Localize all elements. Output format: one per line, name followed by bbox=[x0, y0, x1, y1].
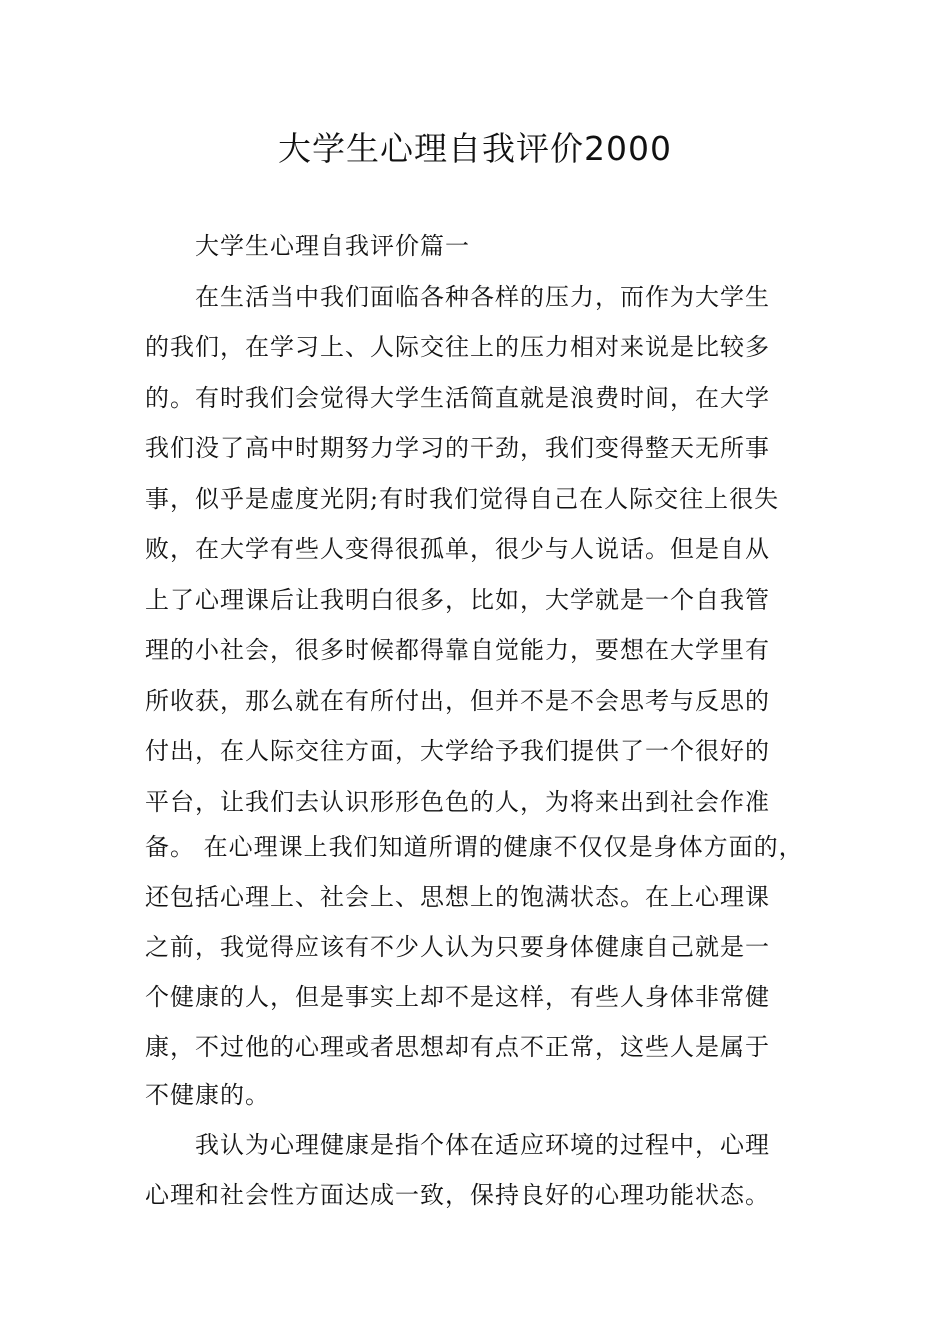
body-text-line: 败，在大学有些人变得很孤单，很少与人说话。但是自从 bbox=[145, 535, 770, 563]
document-title: 大学生心理自我评价2000 bbox=[278, 129, 672, 168]
body-text-line: 之前，我觉得应该有不少人认为只要身体健康自己就是一 bbox=[145, 933, 770, 961]
body-text-line: 不健康的。 bbox=[145, 1081, 270, 1109]
body-text-line: 心理和社会性方面达成一致，保持良好的心理功能状态。 bbox=[145, 1181, 770, 1209]
body-text-line: 理的小社会，很多时候都得靠自觉能力，要想在大学里有 bbox=[145, 636, 770, 664]
body-text-line: 备。 在心理课上我们知道所谓的健康不仅仅是身体方面的， bbox=[145, 833, 804, 861]
body-text-line: 我认为心理健康是指个体在适应环境的过程中，心理 bbox=[195, 1131, 770, 1159]
body-text-line: 还包括心理上、社会上、思想上的饱满状态。在上心理课 bbox=[145, 883, 770, 911]
body-text-line: 在生活当中我们面临各种各样的压力，而作为大学生 bbox=[195, 283, 770, 311]
body-text-line: 所收获，那么就在有所付出，但并不是不会思考与反思的 bbox=[145, 687, 770, 715]
body-text-line: 的。有时我们会觉得大学生活简直就是浪费时间，在大学 bbox=[145, 384, 770, 412]
body-text-line: 平台，让我们去认识形形色色的人，为将来出到社会作准 bbox=[145, 788, 770, 816]
body-text-line: 事，似乎是虚度光阴;有时我们觉得自己在人际交往上很失 bbox=[145, 485, 780, 513]
body-text-line: 付出，在人际交往方面，大学给予我们提供了一个很好的 bbox=[145, 737, 770, 765]
body-text-line: 上了心理课后让我明白很多，比如，大学就是一个自我管 bbox=[145, 586, 770, 614]
section-heading: 大学生心理自我评价篇一 bbox=[195, 232, 470, 260]
body-text-line: 个健康的人，但是事实上却不是这样，有些人身体非常健 bbox=[145, 983, 770, 1011]
body-text-line: 的我们，在学习上、人际交往上的压力相对来说是比较多 bbox=[145, 333, 770, 361]
body-text-line: 康，不过他的心理或者思想却有点不正常，这些人是属于 bbox=[145, 1033, 770, 1061]
body-text-line: 我们没了高中时期努力学习的干劲，我们变得整天无所事 bbox=[145, 434, 770, 462]
